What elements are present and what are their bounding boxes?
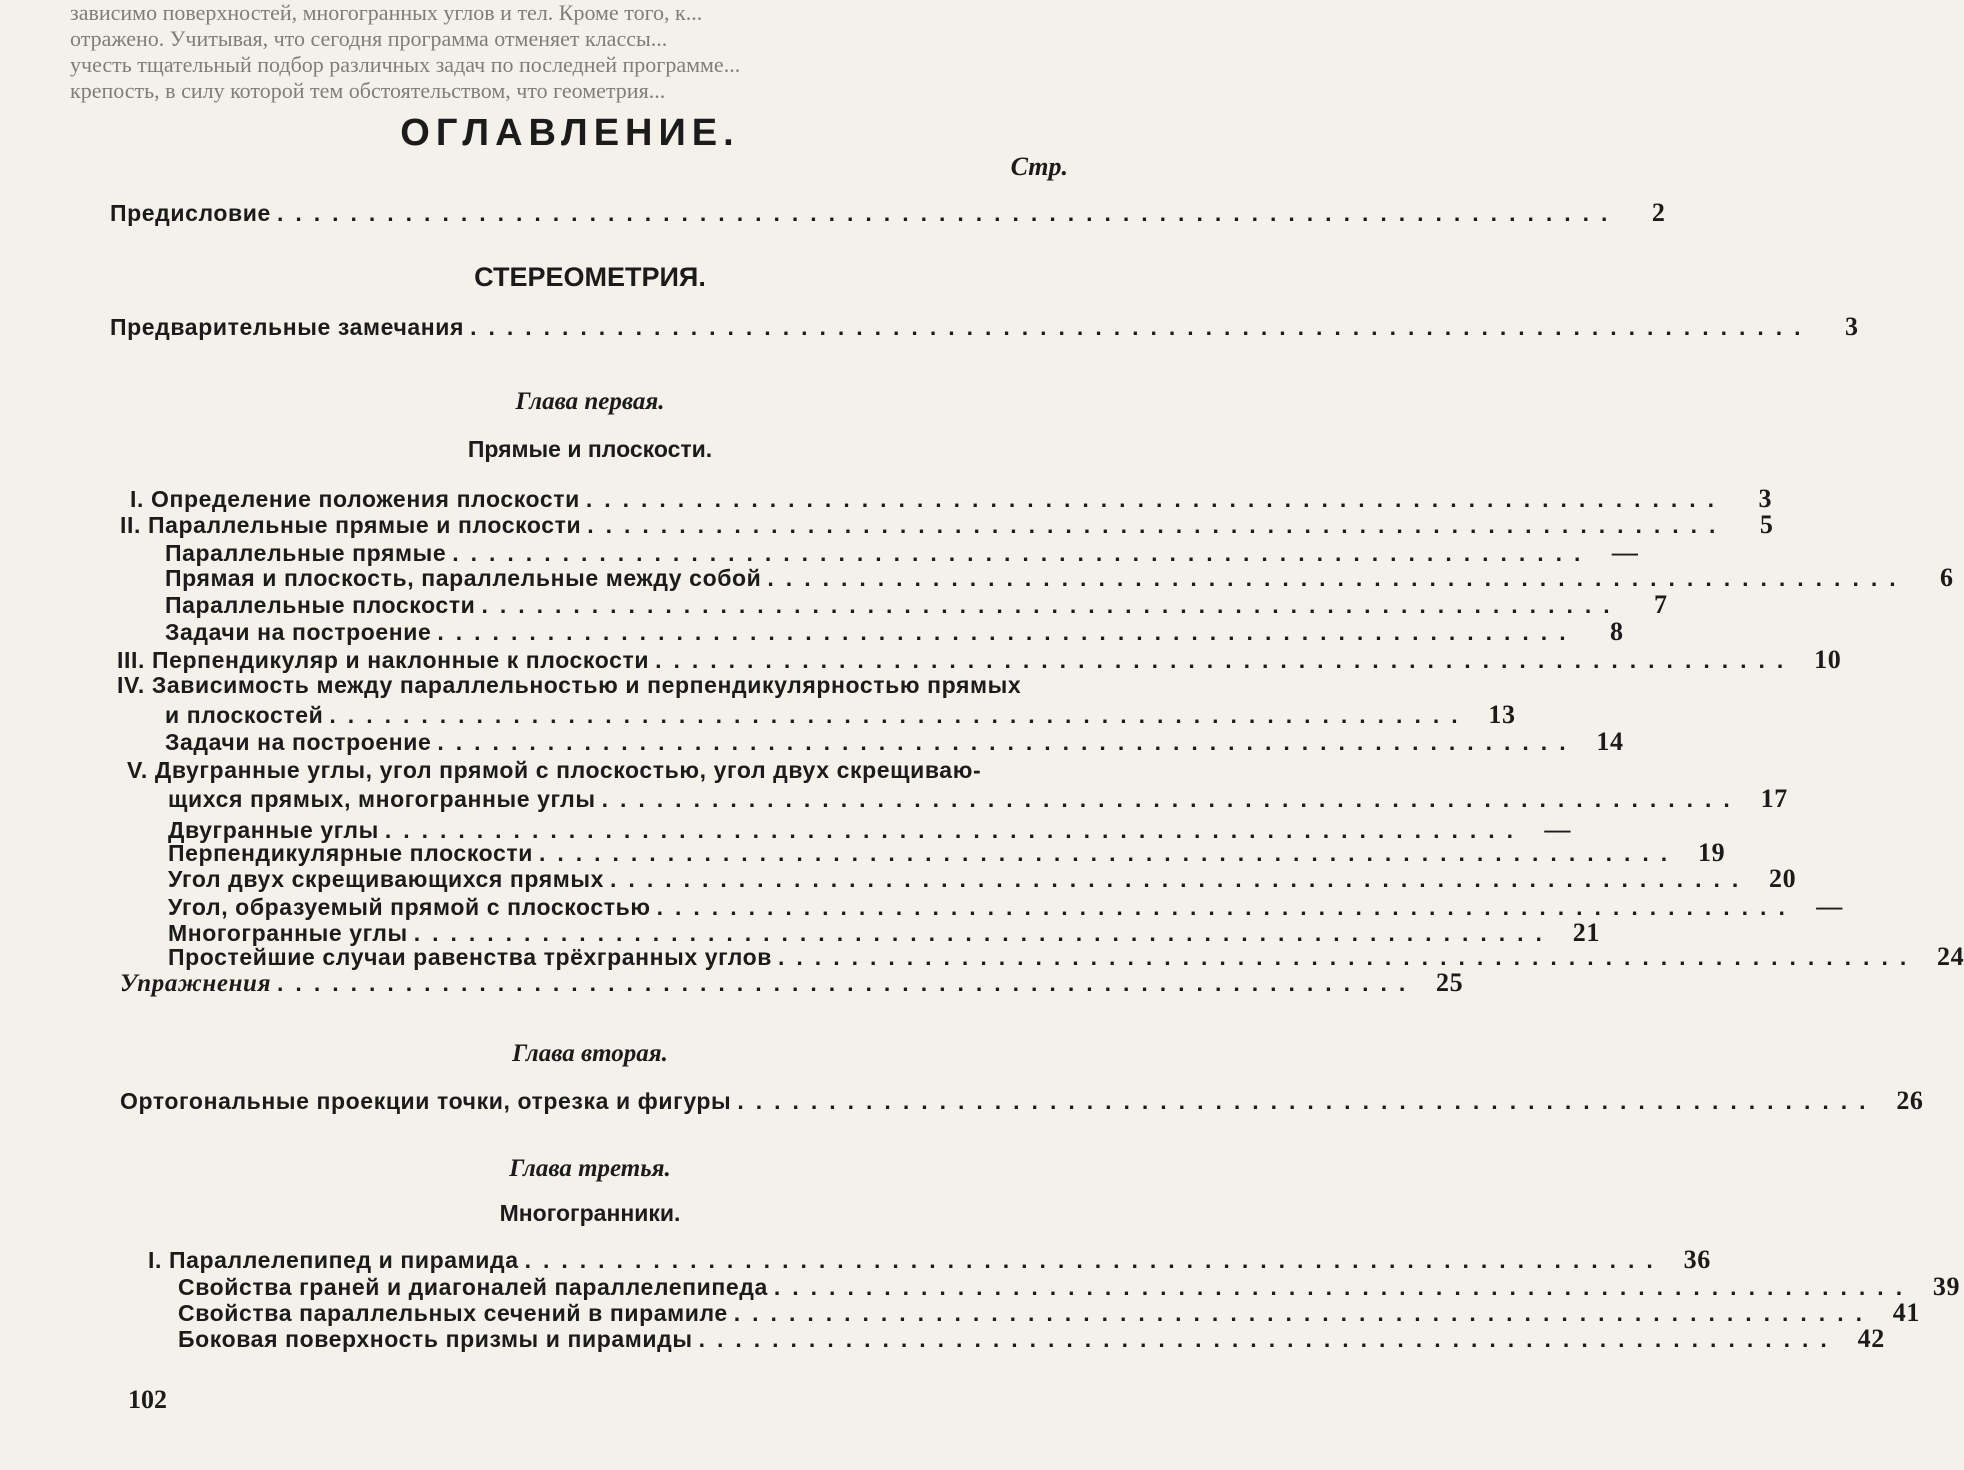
bleed-through-text-top [70, 0, 1080, 104]
toc-entry-label: Параллельные прямые и плоскости [147, 512, 582, 538]
toc-entry-text: Упражнения [120, 970, 272, 997]
toc-entry-page: — [1816, 892, 1843, 921]
toc-entry [165, 590, 1668, 620]
toc-entry-page: 6 [1940, 563, 1954, 592]
toc-entry [120, 510, 1774, 540]
leader-dots: .............................................................. [601, 786, 1742, 812]
toc-entry-label: Зависимость между параллельностью и перпендикулярностью прямых [151, 672, 1022, 698]
toc-entry-page: 7 [1654, 590, 1668, 619]
toc-entry-num: V. [127, 757, 148, 783]
leader-dots: .............................................................. [778, 944, 1919, 970]
toc-entry [165, 700, 1516, 730]
chapter-1-title: Прямые и плоскости. [467, 436, 713, 462]
bleed-line: зависимо поверхностей, многогранных углов и тел. Кроме того, к... [70, 0, 703, 25]
leader-dots: .............................................................. [277, 970, 1418, 996]
toc-entry-text: Свойства граней и диагоналей параллелепипеда [178, 1274, 768, 1300]
leader-dots: .............................................................. [524, 1247, 1665, 1273]
leader-dots: .............................................................. [610, 866, 1751, 892]
toc-entry-text: щихся прямых, многогранные углы [168, 786, 596, 812]
toc-entry-label: Перпендикуляр и наклонные к плоскости [151, 647, 650, 673]
toc-entry-page: 19 [1697, 838, 1726, 867]
toc-entry-text: Угол двух скрещивающихся прямых [168, 866, 605, 892]
toc-entry-page: 26 [1896, 1086, 1924, 1115]
leader-dots: .............................................................. [384, 817, 1526, 843]
leader-dots: .............................................................. [585, 486, 1727, 512]
toc-entry-page: — [1544, 815, 1572, 844]
leader-dots: .............................................................. [698, 1326, 1839, 1352]
chapter-2-label: Глава вторая. [512, 1040, 668, 1067]
toc-entry-page: 36 [1683, 1245, 1711, 1274]
toc-entry [120, 1086, 1924, 1116]
bleed-line: отражено. Учитывая, что сегодня программа отменяет классы... [70, 26, 668, 51]
leader-dots: .............................................................. [481, 592, 1622, 618]
toc-entry-text: Угол, образуемый прямой с плоскостью [168, 894, 651, 920]
toc-entry-page: 20 [1769, 864, 1797, 893]
toc-entry-page: 3 [1844, 312, 1859, 341]
toc-entry [148, 1245, 1711, 1275]
toc-entry-page: 2 [1651, 198, 1666, 227]
page-number: 102 [128, 1385, 167, 1414]
toc-entry-page: — [1611, 538, 1639, 567]
leader-dots: .............................................................. [329, 702, 1470, 728]
chapter-3-title: Многогранники. [499, 1200, 681, 1226]
toc-entry-text [127, 757, 981, 784]
section-title: СТЕРЕОМЕТРИЯ. [474, 262, 706, 292]
toc-entry-label: Определение положения плоскости [150, 486, 580, 512]
leader-dots: .............................................................. [437, 729, 1578, 755]
toc-entry [168, 784, 1788, 814]
toc-entry-page: 42 [1857, 1324, 1885, 1353]
toc-entry-text: Двугранные углы [168, 817, 379, 843]
toc-entry-text: и плоскостей [165, 702, 324, 728]
toc-entry [165, 727, 1624, 757]
toc-entry-num: III. [117, 647, 145, 673]
leader-dots: .............................................................. [767, 565, 1908, 591]
toc-entry-num: II. [120, 512, 141, 538]
toc-entry-page: 25 [1436, 968, 1464, 997]
leader-dots: ......................................................................... [470, 314, 1813, 340]
toc-entry-label: Двугранные углы, угол прямой с плоскостью, угол двух скрещиваю- [154, 757, 982, 783]
toc-entry-text [120, 512, 581, 539]
toc-entry-page: 5 [1759, 510, 1774, 539]
bleed-line: крепость, в силу которой тем обстоятельством, что геометрия... [70, 78, 666, 103]
page-title: ОГЛАВЛЕНИЕ. [400, 112, 740, 154]
leader-dots: .............................................................. [587, 512, 1728, 538]
toc-entry-text: Задачи на построение [165, 729, 432, 755]
toc-entry-page: 21 [1572, 918, 1600, 947]
bleed-line: учесть тщательный подбор различных задач по последней программе... [70, 52, 741, 77]
leader-dots: .............................................................. [437, 619, 1578, 645]
toc-entry-page: 10 [1814, 645, 1842, 674]
toc-entry-exercises [120, 968, 1464, 998]
toc-entry-text: Простейшие случаи равенства трёхгранных углов [168, 944, 773, 970]
toc-entry-text: Параллельные прямые [165, 540, 447, 566]
toc-entry [165, 563, 1954, 593]
toc-entry-text: Параллельные плоскости [165, 592, 476, 618]
toc-entry [117, 645, 1842, 675]
toc-entry-page: 8 [1609, 617, 1624, 646]
toc-entry-num: I. [130, 486, 144, 512]
toc-entry [178, 1324, 1885, 1354]
toc-entry-page: 13 [1488, 700, 1516, 729]
toc-entry-text: Ортогональные проекции точки, отрезка и фигуры [120, 1088, 732, 1114]
toc-entry [165, 617, 1624, 647]
toc-entry-text [148, 1247, 519, 1274]
toc-entry-text: Свойства параллельных сечений в пирамиле [178, 1300, 728, 1326]
chapter-1-label: Глава первая. [515, 388, 665, 415]
toc-entry [127, 757, 1068, 784]
toc-entry [168, 864, 1797, 894]
toc-entry-text: Предварительные замечания [110, 314, 465, 340]
leader-dots: .............................................................. [452, 540, 1593, 566]
leader-dots: .............................................................. [538, 840, 1680, 866]
leader-dots: .............................................................. [413, 920, 1554, 946]
toc-entry-num: IV. [117, 672, 145, 698]
toc-entry-text: Прямая и плоскость, параллельные между собой [165, 565, 762, 591]
toc-entry-page: 3 [1758, 484, 1773, 513]
toc-entry-text [117, 647, 649, 674]
toc-entry-page: 17 [1760, 784, 1788, 813]
leader-dots: ......................................................................... [276, 200, 1620, 226]
toc-entry-page: 39 [1932, 1272, 1961, 1301]
chapter-3-label: Глава третья. [509, 1155, 671, 1182]
toc-entry-text [117, 672, 1021, 699]
toc-entry-page: 24 [1937, 942, 1964, 971]
toc-entry-text: Предисловие [110, 200, 271, 226]
leader-dots: .............................................................. [655, 647, 1796, 673]
leader-dots: .............................................................. [737, 1088, 1878, 1114]
toc-entry-num: I. [148, 1247, 162, 1273]
toc-entry-page: 41 [1892, 1298, 1920, 1327]
toc-entry-text: Многогранные углы [168, 920, 408, 946]
leader-dots: .............................................................. [656, 894, 1797, 920]
toc-entry-label: Параллелепипед и пирамида [168, 1247, 519, 1273]
toc-entry-page: 14 [1596, 727, 1624, 756]
page-column-label: Стр. [1010, 152, 1068, 181]
leader-dots: .............................................................. [773, 1274, 1915, 1300]
toc-entry [117, 672, 1068, 699]
toc-entry-text: Задачи на построение [165, 619, 432, 645]
toc-entry-text: Боковая поверхность призмы и пирамиды [178, 1326, 693, 1352]
toc-entry-text [130, 486, 580, 513]
toc-entry-text: Перпендикулярные плоскости [168, 840, 533, 866]
toc-entry-prelim [110, 312, 1859, 342]
leader-dots: .............................................................. [733, 1300, 1874, 1326]
toc-entry-preface [110, 198, 1666, 228]
